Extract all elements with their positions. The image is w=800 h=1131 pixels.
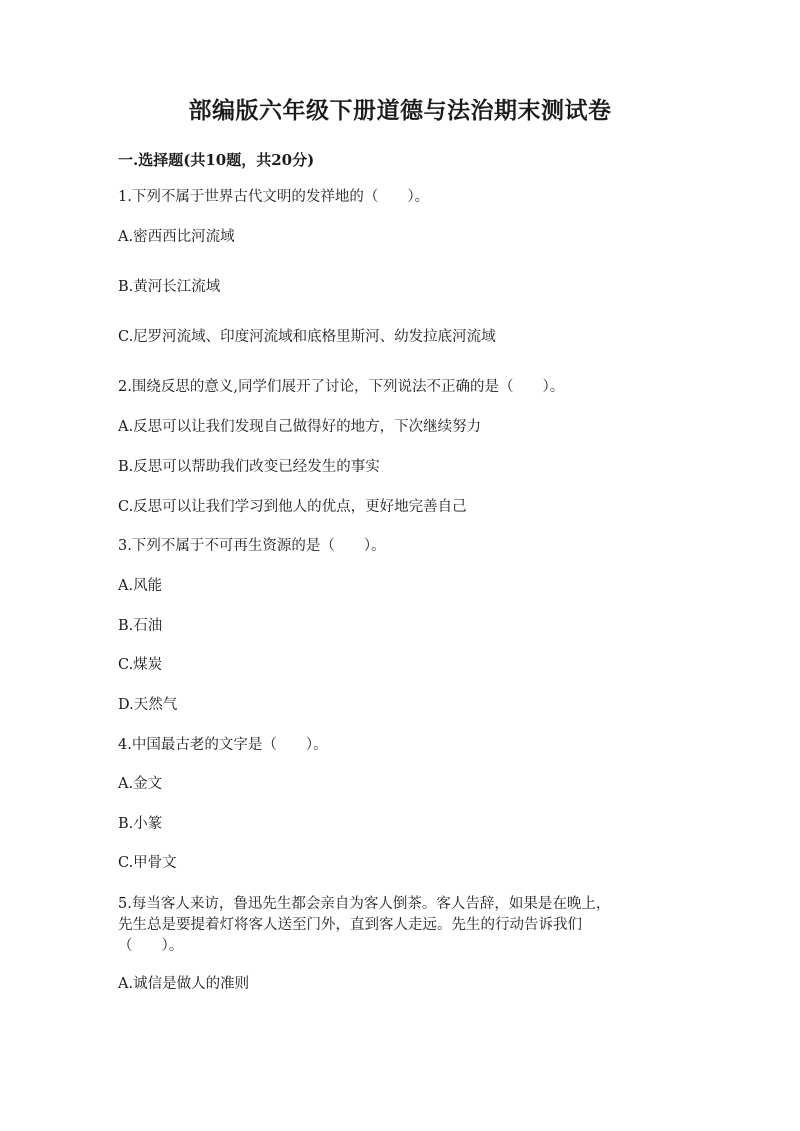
- question-3-option-b: B.石油: [118, 618, 163, 634]
- question-4-stem: 4.中国最古老的文字是（ ）。: [118, 737, 328, 753]
- question-2-option-b: B.反思可以帮助我们改变已经发生的事实: [118, 459, 380, 475]
- question-2-stem: 2.围绕反思的意义,同学们展开了讨论，下列说法不正确的是（ ）。: [118, 379, 565, 395]
- question-5-stem-line-1: 5.每当客人来访，鲁迅先生都会亲自为客人倒茶。客人告辞，如果是在晚上，: [118, 896, 611, 912]
- question-3-option-d: D.天然气: [118, 697, 178, 713]
- question-4-option-c: C.甲骨文: [118, 855, 177, 871]
- question-4-option-a: A.金文: [118, 776, 163, 792]
- question-2-option-c: C.反思可以让我们学习到他人的优点，更好地完善自己: [118, 499, 467, 515]
- section-heading: 一.选择题(共10题，共20分): [118, 151, 315, 169]
- question-3-option-a: A.风能: [118, 578, 163, 594]
- question-1-option-a: A.密西西比河流域: [118, 229, 235, 245]
- question-5-stem-line-2: 先生总是要提着灯将客人送至门外，直到客人走远。先生的行动告诉我们: [118, 917, 582, 933]
- question-5-stem-line-3: （ ）。: [118, 938, 184, 954]
- question-2-option-a: A.反思可以让我们发现自己做得好的地方，下次继续努力: [118, 419, 482, 435]
- question-1-option-c: C.尼罗河流域、印度河流域和底格里斯河、幼发拉底河流域: [118, 329, 496, 345]
- question-1-stem: 1.下列不属于世界古代文明的发祥地的（ ）。: [118, 189, 430, 205]
- question-3-option-c: C.煤炭: [118, 657, 163, 673]
- question-5-option-a: A.诚信是做人的准则: [118, 976, 250, 992]
- question-1-option-b: B.黄河长江流域: [118, 279, 221, 295]
- question-3-stem: 3.下列不属于不可再生资源的是（ ）。: [118, 538, 386, 554]
- page-title: 部编版六年级下册道德与法治期末测试卷: [188, 97, 612, 124]
- question-4-option-b: B.小篆: [118, 816, 163, 832]
